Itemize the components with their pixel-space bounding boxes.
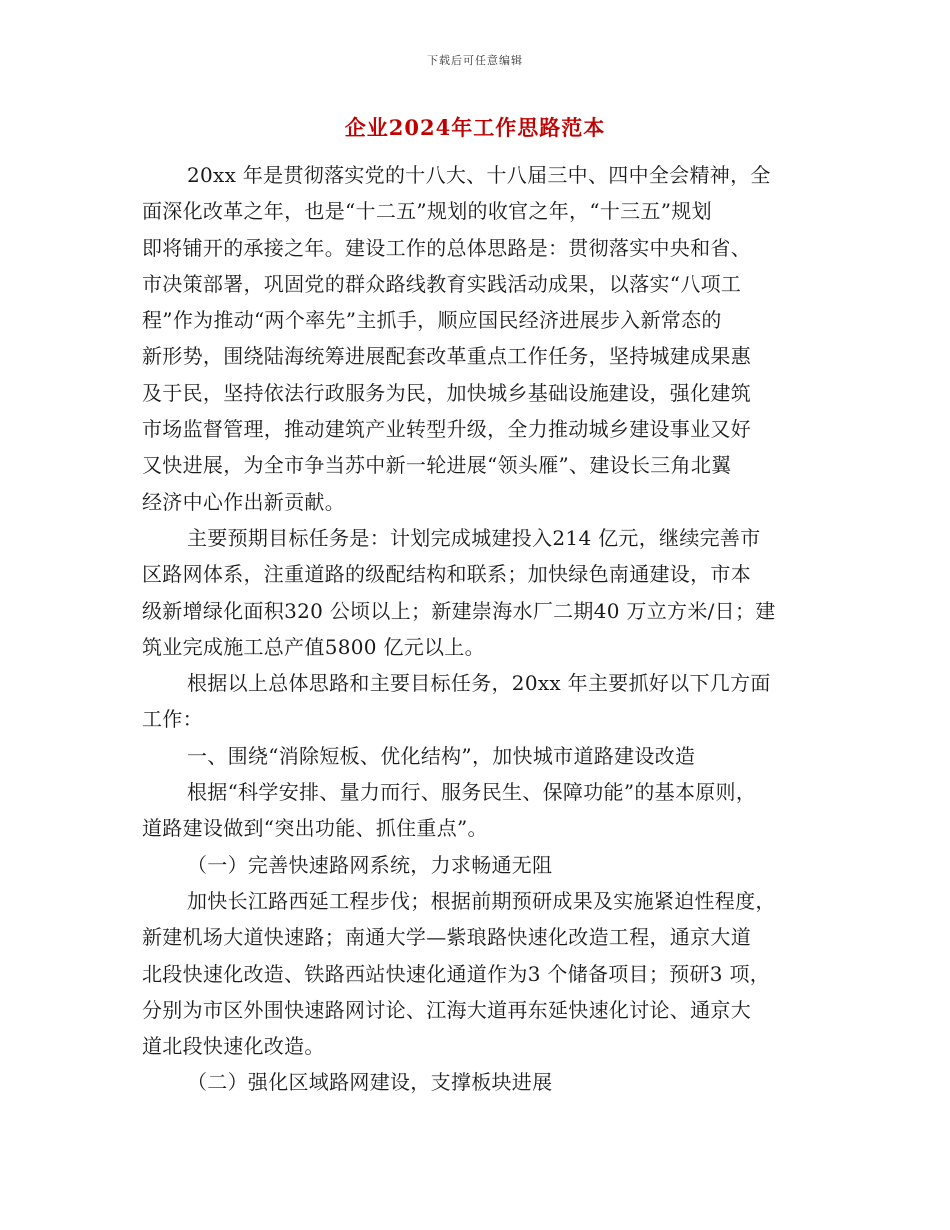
subsection-heading: （二）强化区域路网建设，支撑板块进展 bbox=[187, 1070, 553, 1095]
paragraph-line: 道北段快速化改造。 bbox=[142, 1034, 325, 1059]
paragraph-line: 20xx 年是贯彻落实党的十八大、十八届三中、四中全会精神，全 bbox=[187, 163, 771, 187]
paragraph-line: 新建机场大道快速路；南通大学—紫琅路快速化改造工程，通京大道 bbox=[142, 925, 751, 950]
document-title: 企业2024年工作思路范本 bbox=[344, 115, 606, 140]
paragraph-line: 又快进展，为全市争当苏中新一轮进展“领头雁”、建设长三角北翼 bbox=[142, 453, 732, 478]
paragraph-line: 工作： bbox=[142, 707, 203, 732]
paragraph-line: 北段快速化改造、铁路西站快速化通道作为3 个储备项目；预研3 项， bbox=[142, 961, 771, 986]
document-body bbox=[142, 157, 812, 1101]
paragraph-line: 主要预期目标任务是：计划完成城建投入214 亿元，继续完善市 bbox=[187, 525, 761, 550]
paragraph-line: 筑业完成施工总产值5800 亿元以上。 bbox=[142, 634, 485, 659]
subsection-heading: （一）完善快速路网系统，力求畅通无阻 bbox=[187, 852, 553, 877]
paragraph-line: 市决策部署，巩固党的群众路线教育实践活动成果，以落实“八项工 bbox=[142, 271, 742, 296]
paragraph-line: 根据以上总体思路和主要目标任务，20xx 年主要抓好以下几方面 bbox=[187, 671, 771, 696]
paragraph-line: 市场监督管理，推动建筑产业转型升级，全力推动城乡建设事业又好 bbox=[142, 417, 751, 442]
paragraph-line: 即将铺开的承接之年。建设工作的总体思路是：贯彻落实中央和省、 bbox=[142, 235, 751, 260]
paragraph-line: 分别为市区外围快速路网讨论、江海大道再东延快速化讨论、通京大 bbox=[142, 997, 751, 1022]
paragraph-line: 根据“科学安排、量力而行、服务民生、保障功能”的基本原则， bbox=[187, 780, 757, 805]
paragraph-line: 级新增绿化面积320 公顷以上；新建崇海水厂二期40 万立方米/日；建 bbox=[142, 598, 776, 623]
paragraph-line: 新形势，围绕陆海统筹进展配套改革重点工作任务，坚持城建成果惠 bbox=[142, 344, 751, 369]
paragraph-line: 经济中心作出新贡献。 bbox=[142, 489, 345, 514]
paragraph-line: 面深化改革之年，也是“十二五”规划的收官之年，“十三五”规划 bbox=[142, 199, 712, 224]
section-heading: 一、围绕“消除短板、优化结构”，加快城市道路建设改造 bbox=[187, 743, 696, 768]
paragraph-line: 道路建设做到“突出功能、抓住重点”。 bbox=[142, 816, 488, 841]
header-note: 下载后可任意编辑 bbox=[427, 54, 523, 67]
paragraph-line: 区路网体系，注重道路的级配结构和联系；加快绿色南通建设，市本 bbox=[142, 562, 751, 587]
paragraph-line: 加快长江路西延工程步伐；根据前期预研成果及实施紧迫性程度， bbox=[187, 888, 776, 913]
paragraph-line: 及于民，坚持依法行政服务为民，加快城乡基础设施建设，强化建筑 bbox=[142, 380, 751, 405]
paragraph-line: 程”作为推动“两个率先”主抓手，顺应国民经济进展步入新常态的 bbox=[142, 308, 722, 333]
